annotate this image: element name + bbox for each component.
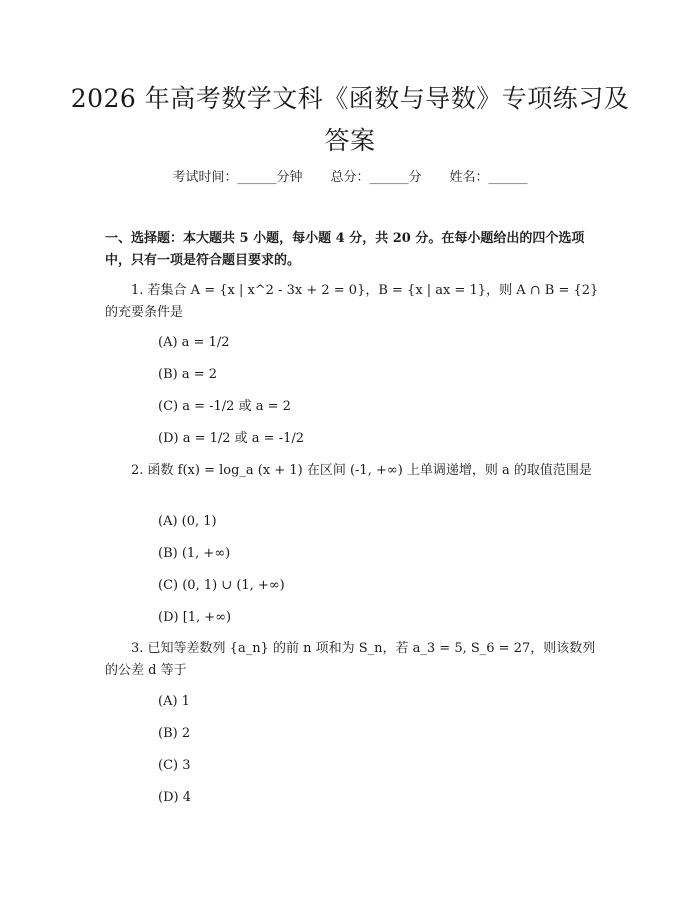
question-2-stem: 2. 函数 f(x) = log_a (x + 1) 在区间 (-1, +∞) 上单调递增，则 a 的取值范围是 — [131, 463, 592, 478]
section-heading: 一、选择题：本大题共 5 小题，每小题 4 分，共 20 分。在每小题给出的四个选项中，只有一项是符合题目要求的。 — [105, 231, 585, 268]
question-2-option-c: (C) (0, 1) ∪ (1, +∞) — [158, 578, 285, 593]
exam-time-label: 考试时间：______分钟 — [172, 170, 303, 185]
question-2-option-d: (D) [1, +∞) — [158, 610, 232, 625]
question-1-option-b: (B) a = 2 — [158, 367, 218, 382]
question-3-option-d: (D) 4 — [158, 790, 191, 805]
question-1-option-a: (A) a = 1/2 — [158, 335, 230, 350]
question-1-stem: 1. 若集合 A = {x | x^2 - 3x + 2 = 0}，B = {x | ax = 1}，则 A ∩ B = {2} 的充要条件是 — [105, 283, 599, 320]
exam-info — [0, 168, 700, 188]
total-score-label: 总分：______分 — [330, 170, 422, 185]
question-2-option-a: (A) (0, 1) — [158, 514, 217, 529]
question-3-option-b: (B) 2 — [158, 726, 191, 741]
question-3-option-c: (C) 3 — [158, 758, 191, 773]
question-1-option-c: (C) a = -1/2 或 a = 2 — [158, 399, 291, 414]
question-2-option-b: (B) (1, +∞) — [158, 546, 231, 561]
question-3-stem: 3. 已知等差数列 {a_n} 的前 n 项和为 S_n，若 a_3 = 5, S_6 = 27，则该数列的公差 d 等于 — [105, 641, 596, 678]
document-title: 2026 年高考数学文科《函数与导数》专项练习及答案 — [70, 84, 630, 155]
student-name-label: 姓名：______ — [449, 170, 528, 185]
question-3-option-a: (A) 1 — [158, 694, 190, 709]
question-1-option-d: (D) a = 1/2 或 a = -1/2 — [158, 431, 305, 446]
